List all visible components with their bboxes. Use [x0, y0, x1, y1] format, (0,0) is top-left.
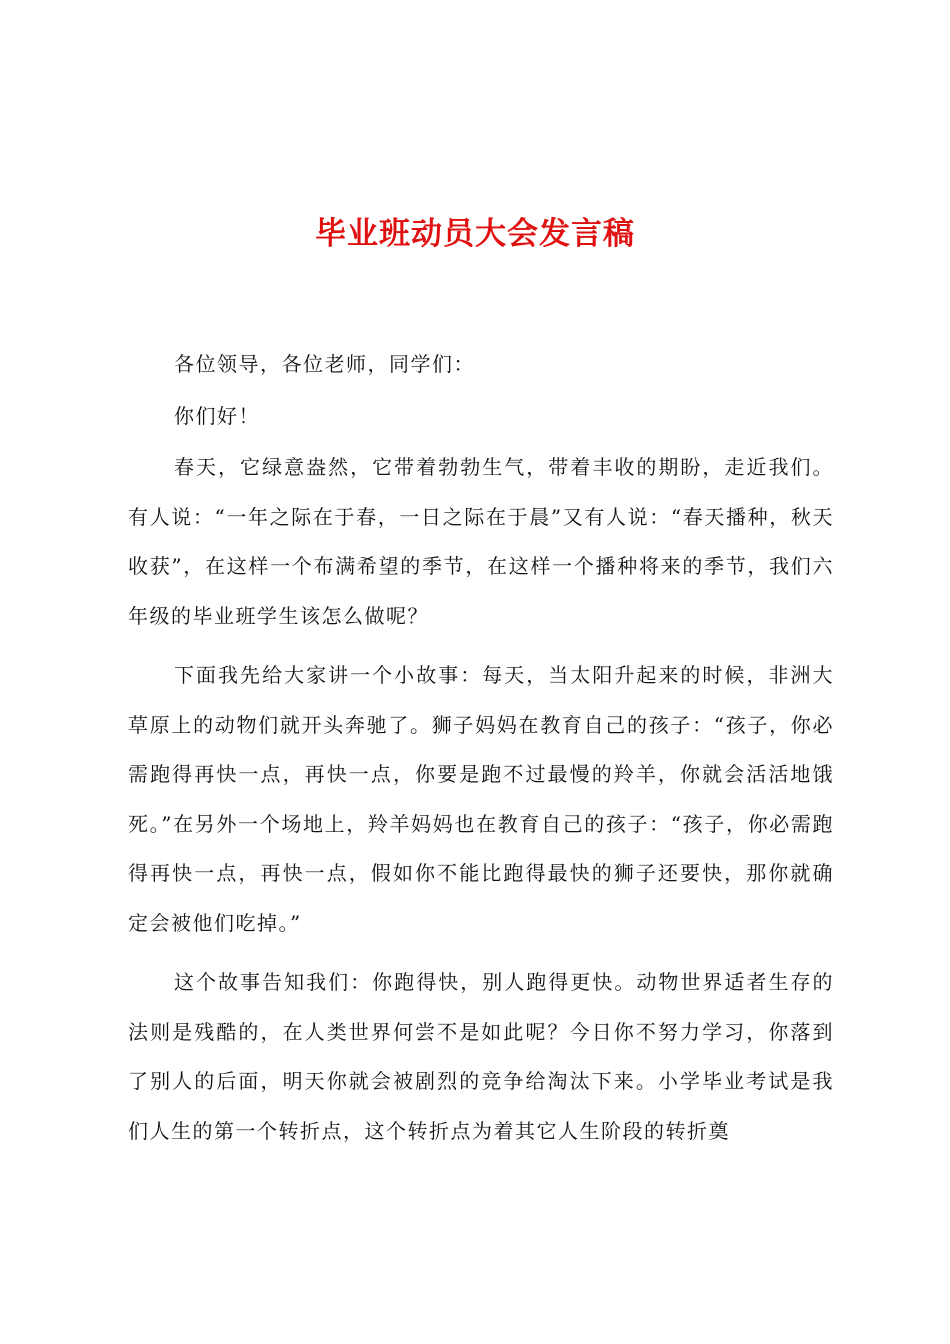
paragraph-greeting: 你们好！ [174, 403, 260, 428]
document-title: 毕业班动员大会发言稿 [315, 216, 635, 252]
paragraph-spring: 春天，它绿意盎然，它带着勃勃生气，带着丰收的期盼，走近我们。有人说：“一年之际在于春，一日之际在于晨”又有人说：“春天播种，秋天收获”，在这样一个布满希望的季节，在这样一个播种将来的季节，我们六年级的毕业班学生该怎么做呢？ [128, 455, 834, 628]
document-body [128, 340, 834, 1166]
paragraph-salutation: 各位领导，各位老师，同学们： [174, 352, 475, 376]
paragraph-lesson: 这个故事告知我们：你跑得快，别人跑得更快。动物世界适者生存的法则是残酷的，在人类世界何尝不是如此呢？今日你不努力学习，你落到了别人的后面，明天你就会被剧烈的竞争给淘汰下来。小学毕业考试是我们人生的第一个转折点，这个转折点为着其它人生阶段的转折奠 [128, 970, 834, 1143]
paragraph-story: 下面我先给大家讲一个小故事：每天，当太阳升起来的时候，非洲大草原上的动物们就开头奔驰了。狮子妈妈在教育自己的孩子：“孩子，你必需跑得再快一点，再快一点，你要是跑不过最慢的羚羊，你就会活活地饿死。”在另外一个场地上，羚羊妈妈也在教育自己的孩子：“孩子，你必需跑得再快一点，再快一点，假如你不能比跑得最快的狮子还要快，那你就确定会被他们吃掉。” [128, 663, 834, 935]
